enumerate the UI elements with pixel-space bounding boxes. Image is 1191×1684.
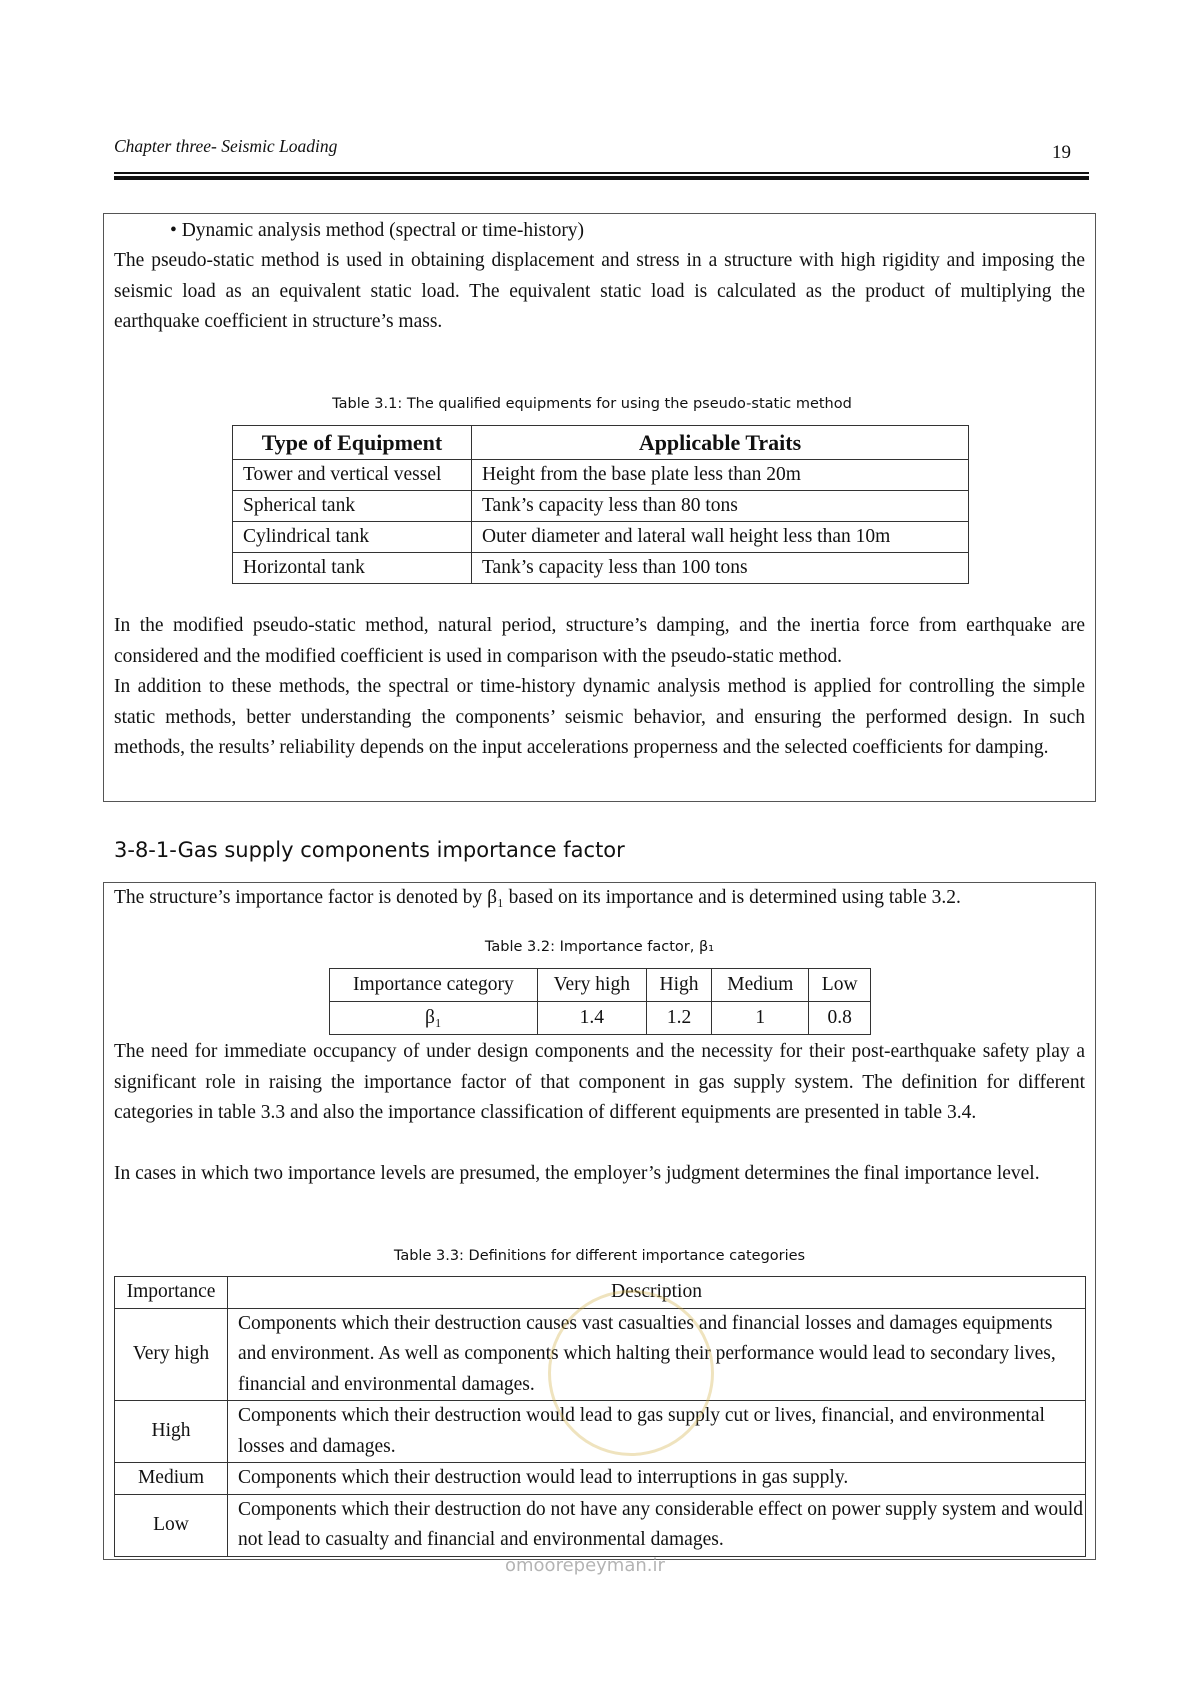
table-3-1-caption: Table 3.1: The qualified equipments for using the pseudo-static method [332, 396, 852, 412]
page-number: 19 [1052, 142, 1071, 163]
table-cell: Medium [712, 969, 809, 1002]
table-cell: Outer diameter and lateral wall height less than 10m [472, 522, 969, 553]
table-cell: Components which their destruction causes vast casualties and financial losses and damages equipments and environment. As well as components which halting their performance would lead to secondary lives, financial and environmental damages. [228, 1308, 1086, 1401]
table-cell: Very high [537, 969, 646, 1002]
header-rule-thick [114, 176, 1089, 180]
table-row [233, 491, 969, 522]
table-3-3-caption: Table 3.3: Definitions for different importance categories [393, 1248, 806, 1264]
table-header-cell: Type of Equipment [233, 426, 472, 460]
paragraph-two-importance-levels: In cases in which two importance levels are presumed, the employer’s judgment determines the final importance level. [114, 1163, 1040, 1184]
table-cell: Importance category [330, 969, 538, 1002]
table-3-2 [329, 968, 871, 1035]
table-header-row [233, 426, 969, 460]
table-header-cell: Importance [115, 1277, 228, 1309]
table-cell: Tank’s capacity less than 80 tons [472, 491, 969, 522]
table-cell: Tank’s capacity less than 100 tons [472, 553, 969, 584]
table-cell: Components which their destruction would lead to gas supply cut or lives, financial, and environmental losses and damages. [228, 1401, 1086, 1463]
table-row [330, 969, 871, 1002]
table-cell: Very high [115, 1308, 228, 1401]
table-cell: 1.2 [646, 1002, 711, 1035]
table-cell: β₁ [330, 1002, 538, 1035]
table-row [115, 1401, 1086, 1463]
table-3-2-caption: Table 3.2: Importance factor, β₁ [484, 939, 715, 955]
table-cell: Medium [115, 1463, 228, 1495]
table-row [233, 553, 969, 584]
table-row [233, 460, 969, 491]
pseudo-static-method-box [103, 213, 1096, 802]
table-cell: High [115, 1401, 228, 1463]
table-row [115, 1494, 1086, 1556]
table-header-cell: Applicable Traits [472, 426, 969, 460]
section-heading: 3-8-1-Gas supply components importance factor [114, 838, 625, 862]
watermark-text: omoorepeyman.ir [505, 1555, 665, 1576]
table-cell: 0.8 [809, 1002, 871, 1035]
paragraph-importance-intro: The structure’s importance factor is denoted by β₁ based on its importance and is determined using table 3.2. [114, 887, 961, 908]
table-cell: Low [115, 1494, 228, 1556]
table-cell: Spherical tank [233, 491, 472, 522]
table-header-row [115, 1277, 1086, 1309]
table-cell: Low [809, 969, 871, 1002]
table-row [330, 1002, 871, 1035]
table-cell: Components which their destruction do not have any considerable effect on power supply system and would not lead to casualty and financial and environmental damages. [228, 1494, 1086, 1556]
table-row [115, 1308, 1086, 1401]
table-3-1 [232, 425, 969, 584]
table-cell: Components which their destruction would lead to interruptions in gas supply. [228, 1463, 1086, 1495]
table-cell: 1 [712, 1002, 809, 1035]
running-header: Chapter three- Seismic Loading [114, 136, 338, 156]
header-rule-thin [114, 172, 1089, 174]
table-cell: Horizontal tank [233, 553, 472, 584]
paragraph-dynamic-analysis: In addition to these methods, the spectral or time-history dynamic analysis method is applied for controlling the simple static methods, better understanding the components’ seismic behavior, and ensuring the performed design. In such methods, the results’ reliability depends on the input accelerations properness and the selected coefficients for damping. [114, 676, 1085, 758]
paragraph-immediate-occupancy: The need for immediate occupancy of under design components and the necessity for their post-earthquake safety play a significant role in raising the importance factor of that component in gas supply system. The definition for different categories in table 3.3 and also the importance classification of different equipments are presented in table 3.4. [114, 1041, 1085, 1123]
table-header-cell: Description [228, 1277, 1086, 1309]
table-cell: Cylindrical tank [233, 522, 472, 553]
table-cell: High [646, 969, 711, 1002]
table-row [233, 522, 969, 553]
paragraph-pseudo-static: The pseudo-static method is used in obtaining displacement and stress in a structure with high rigidity and imposing the seismic load as an equivalent static load. The equivalent static load is calculated as the product of multiplying the earthquake coefficient in structure’s mass. [114, 250, 1085, 332]
importance-factor-box [103, 882, 1096, 1560]
table-3-3 [114, 1276, 1086, 1557]
table-cell: Tower and vertical vessel [233, 460, 472, 491]
table-cell: Height from the base plate less than 20m [472, 460, 969, 491]
paragraph-modified-method: In the modified pseudo-static method, natural period, structure’s damping, and the inertia force from earthquake are considered and the modified coefficient is used in comparison with the pseudo-static method. [114, 615, 1085, 667]
table-row [115, 1463, 1086, 1495]
table-cell: 1.4 [537, 1002, 646, 1035]
bullet-dynamic-analysis: • Dynamic analysis method (spectral or time-history) [170, 220, 585, 241]
